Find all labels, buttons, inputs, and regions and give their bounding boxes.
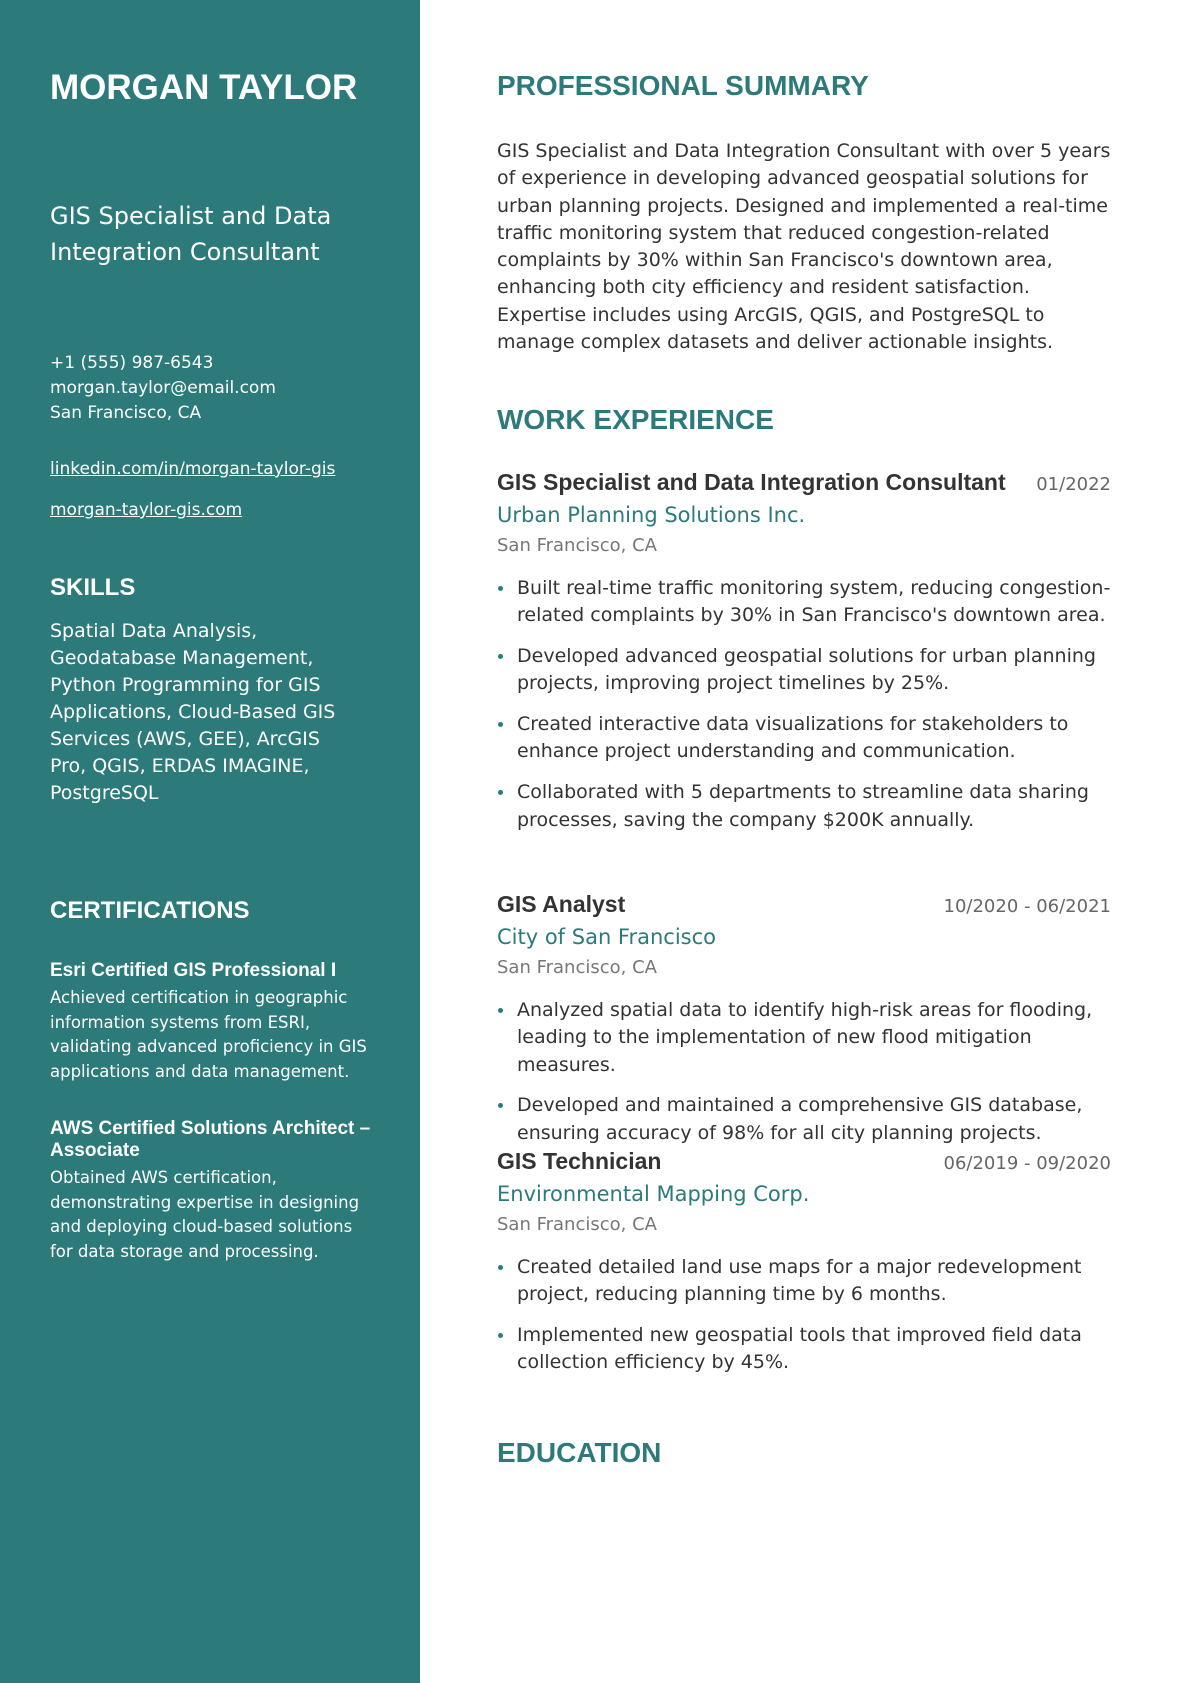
job-bullets [497, 997, 1111, 1147]
contact-location: San Francisco, CA [50, 403, 202, 423]
main-content [497, 0, 1111, 1683]
job-date: 01/2022 [1036, 474, 1111, 495]
list-item: Collaborated with 5 departments to streamline data sharing processes, saving the company $200K annually. [497, 779, 1111, 834]
summary-heading: PROFESSIONAL SUMMARY [497, 70, 869, 101]
sidebar [0, 0, 420, 1683]
job-bullets [497, 1254, 1111, 1377]
job-entry [497, 891, 1111, 1160]
job-location: San Francisco, CA [497, 1214, 657, 1235]
job-company: Urban Planning Solutions Inc. [497, 503, 806, 527]
candidate-name: MORGAN TAYLOR [50, 68, 358, 107]
job-date: 10/2020 - 06/2021 [943, 896, 1111, 917]
job-company: Environmental Mapping Corp. [497, 1182, 810, 1206]
certification-item [50, 1118, 380, 1264]
summary-text: GIS Specialist and Data Integration Consultant with over 5 years of experience in developing advanced geospatial solutions for urban planning projects. Designed and implemented a real-time traffic monitoring system that reduced congestion-related complaints by 30% within San Francisco's downtown area, enhancing both city efficiency and resident satisfaction. Expertise includes using ArcGIS, QGIS, and PostgreSQL to manage complex datasets and deliver actionable insights. [497, 140, 1111, 354]
certification-title: AWS Certified Solutions Architect – Associate [50, 1118, 371, 1161]
job-entry [497, 469, 1111, 847]
certification-description: Obtained AWS certification, demonstrating expertise in designing and deploying cloud-based solutions for data storage and processing. [50, 1168, 360, 1261]
certification-item [50, 960, 380, 1084]
website-link[interactable]: morgan-taylor-gis.com [50, 500, 243, 520]
job-bullets [497, 575, 1111, 834]
certifications-heading: CERTIFICATIONS [50, 897, 250, 924]
contact-email: morgan.taylor@email.com [50, 378, 276, 398]
list-item: Developed and maintained a comprehensive GIS database, ensuring accuracy of 98% for all city planning projects. [497, 1092, 1111, 1147]
skills-list: Spatial Data Analysis, Geodatabase Management, Python Programming for GIS Applications, Cloud-Based GIS Services (AWS, GEE), ArcGIS Pro, QGIS, ERDAS IMAGINE, PostgreSQL [50, 620, 336, 804]
contact-info [50, 351, 276, 426]
skills-heading: SKILLS [50, 574, 136, 601]
job-date: 06/2019 - 09/2020 [943, 1153, 1111, 1174]
job-location: San Francisco, CA [497, 957, 657, 978]
education-heading: EDUCATION [497, 1437, 662, 1468]
job-title: GIS Specialist and Data Integration Consultant [497, 469, 1006, 495]
job-company: City of San Francisco [497, 925, 717, 949]
list-item: Created interactive data visualizations for stakeholders to enhance project understanding and communication. [497, 711, 1111, 766]
certification-description: Achieved certification in geographic information systems from ESRI, validating advanced proficiency in GIS applications and data management. [50, 988, 367, 1081]
contact-phone: +1 (555) 987-6543 [50, 353, 214, 373]
job-title: GIS Technician [497, 1148, 662, 1174]
job-location: San Francisco, CA [497, 535, 657, 556]
job-entry [497, 1148, 1111, 1390]
experience-heading: WORK EXPERIENCE [497, 404, 774, 435]
list-item: Developed advanced geospatial solutions for urban planning projects, improving project timelines by 25%. [497, 643, 1111, 698]
list-item: Created detailed land use maps for a major redevelopment project, reducing planning time by 6 months. [497, 1254, 1111, 1309]
job-title: GIS Analyst [497, 891, 626, 917]
list-item: Implemented new geospatial tools that improved field data collection efficiency by 45%. [497, 1322, 1111, 1377]
certification-title: Esri Certified GIS Professional I [50, 960, 337, 981]
linkedin-link[interactable]: linkedin.com/in/morgan-taylor-gis [50, 459, 336, 479]
list-item: Analyzed spatial data to identify high-risk areas for flooding, leading to the implementation of new flood mitigation measures. [497, 997, 1111, 1079]
candidate-title: GIS Specialist and Data Integration Consultant [50, 202, 332, 266]
list-item: Built real-time traffic monitoring system, reducing congestion-related complaints by 30% in San Francisco's downtown area. [497, 575, 1111, 630]
